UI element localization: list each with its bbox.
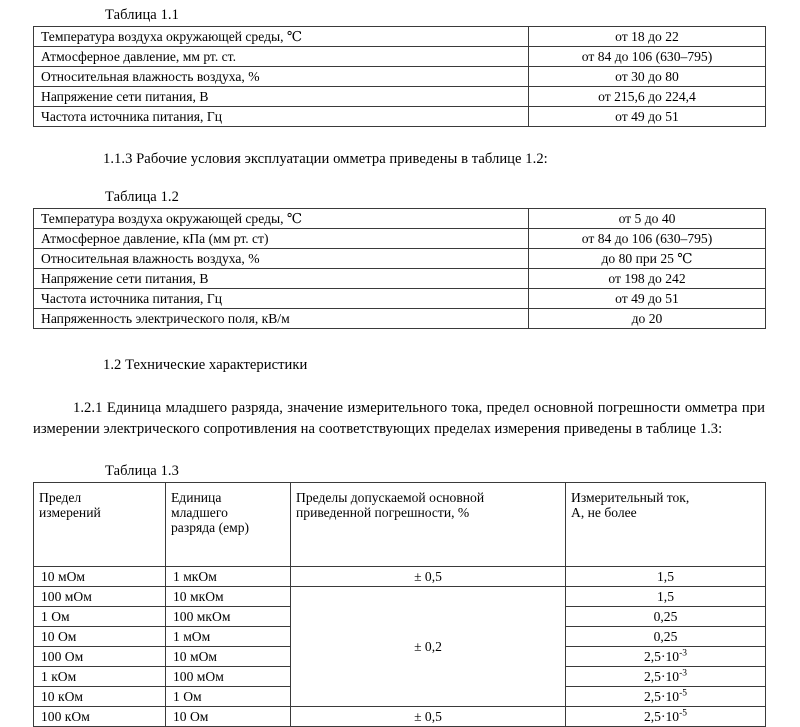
current-value xyxy=(566,647,766,667)
current-value xyxy=(566,587,766,607)
limit-value: 10 Ом xyxy=(34,627,166,647)
table-row xyxy=(34,289,766,309)
param-label: Напряжение сети питания, В xyxy=(34,87,529,107)
current-mantissa: 0,25 xyxy=(653,608,678,624)
param-label: Частота источника питания, Гц xyxy=(34,107,529,127)
param-label: Температура воздуха окружающей среды, ℃ xyxy=(34,209,529,229)
param-label: Атмосферное давление, кПа (мм рт. ст) xyxy=(34,229,529,249)
current-mantissa: 2,5·10 xyxy=(643,708,680,724)
unit-value: 10 мОм xyxy=(166,647,291,667)
param-value: от 30 до 80 xyxy=(529,67,766,87)
table-row xyxy=(34,707,766,727)
current-exponent: -3 xyxy=(679,667,688,678)
current-mantissa: 2,5·10 xyxy=(643,668,680,684)
limit-value: 1 кОм xyxy=(34,667,166,687)
table-row xyxy=(34,47,766,67)
current-mantissa: 2,5·10 xyxy=(643,648,680,664)
table-row xyxy=(34,87,766,107)
table-1-3-caption: Таблица 1.3 xyxy=(105,463,179,479)
param-label: Напряжение сети питания, В xyxy=(34,269,529,289)
table-row xyxy=(34,209,766,229)
heading-1-2: 1.2 Технические характеристики xyxy=(103,357,308,373)
error-value: ± 0,5 xyxy=(291,707,566,727)
column-header-unit: Единица младшего разряда (емр) xyxy=(166,483,291,567)
table-row xyxy=(34,229,766,249)
unit-value: 10 Ом xyxy=(166,707,291,727)
table-1-3 xyxy=(33,482,766,727)
param-value: от 49 до 51 xyxy=(529,107,766,127)
param-value: от 18 до 22 xyxy=(529,27,766,47)
param-label: Относительная влажность воздуха, % xyxy=(34,67,529,87)
limit-value: 100 Ом xyxy=(34,647,166,667)
current-exponent: -3 xyxy=(679,647,688,658)
param-value: от 215,6 до 224,4 xyxy=(529,87,766,107)
current-value xyxy=(566,707,766,727)
table-header-row xyxy=(34,483,766,567)
param-value: от 5 до 40 xyxy=(529,209,766,229)
param-label: Частота источника питания, Гц xyxy=(34,289,529,309)
param-label: Атмосферное давление, мм рт. ст. xyxy=(34,47,529,67)
unit-value: 1 мкОм xyxy=(166,567,291,587)
current-mantissa: 2,5·10 xyxy=(643,688,680,704)
limit-value: 10 кОм xyxy=(34,687,166,707)
table-row xyxy=(34,107,766,127)
param-value: от 84 до 106 (630–795) xyxy=(529,47,766,67)
table-row xyxy=(34,269,766,289)
paragraph-1-1-3: 1.1.3 Рабочие условия эксплуатации омметра приведены в таблице 1.2: xyxy=(103,151,548,167)
table-row xyxy=(34,587,766,607)
current-mantissa: 1,5 xyxy=(657,568,674,584)
current-value xyxy=(566,667,766,687)
paragraph-1-2-1: 1.2.1 Единица младшего разряда, значение измерительного тока, предел основной погрешности омметра при измерении электрического сопротивления на соответствующих пределах измерения приведены в таблице 1.3: xyxy=(33,400,765,437)
param-label: Напряженность электрического поля, кВ/м xyxy=(34,309,529,329)
table-row xyxy=(34,309,766,329)
table-1-2-caption: Таблица 1.2 xyxy=(105,189,179,205)
param-value: от 84 до 106 (630–795) xyxy=(529,229,766,249)
error-value-merged: ± 0,2 xyxy=(291,587,566,707)
table-row xyxy=(34,567,766,587)
param-value: от 49 до 51 xyxy=(529,289,766,309)
unit-value: 10 мкОм xyxy=(166,587,291,607)
param-value: от 198 до 242 xyxy=(529,269,766,289)
unit-value: 100 мкОм xyxy=(166,607,291,627)
table-1-1 xyxy=(33,26,766,127)
column-header-limit: Предел измерений xyxy=(34,483,166,567)
unit-value: 100 мОм xyxy=(166,667,291,687)
current-mantissa: 0,25 xyxy=(653,628,678,644)
current-value xyxy=(566,627,766,647)
current-mantissa: 1,5 xyxy=(657,588,674,604)
limit-value: 100 кОм xyxy=(34,707,166,727)
current-value xyxy=(566,567,766,587)
unit-value: 1 мОм xyxy=(166,627,291,647)
current-exponent: -5 xyxy=(679,687,688,698)
table-row xyxy=(34,67,766,87)
current-value xyxy=(566,607,766,627)
error-value: ± 0,5 xyxy=(291,567,566,587)
table-1-2 xyxy=(33,208,766,329)
table-1-1-caption: Таблица 1.1 xyxy=(105,7,179,23)
limit-value: 10 мОм xyxy=(34,567,166,587)
current-exponent: -5 xyxy=(679,707,688,718)
table-row xyxy=(34,249,766,269)
limit-value: 1 Ом xyxy=(34,607,166,627)
param-value: до 80 при 25 ℃ xyxy=(529,249,766,269)
unit-value: 1 Ом xyxy=(166,687,291,707)
column-header-current: Измерительный ток, А, не более xyxy=(566,483,766,567)
param-label: Относительная влажность воздуха, % xyxy=(34,249,529,269)
param-label: Температура воздуха окружающей среды, ℃ xyxy=(34,27,529,47)
current-value xyxy=(566,687,766,707)
table-row xyxy=(34,27,766,47)
column-header-error: Пределы допускаемой основной приведенной погрешности, % xyxy=(291,483,566,567)
param-value: до 20 xyxy=(529,309,766,329)
limit-value: 100 мОм xyxy=(34,587,166,607)
